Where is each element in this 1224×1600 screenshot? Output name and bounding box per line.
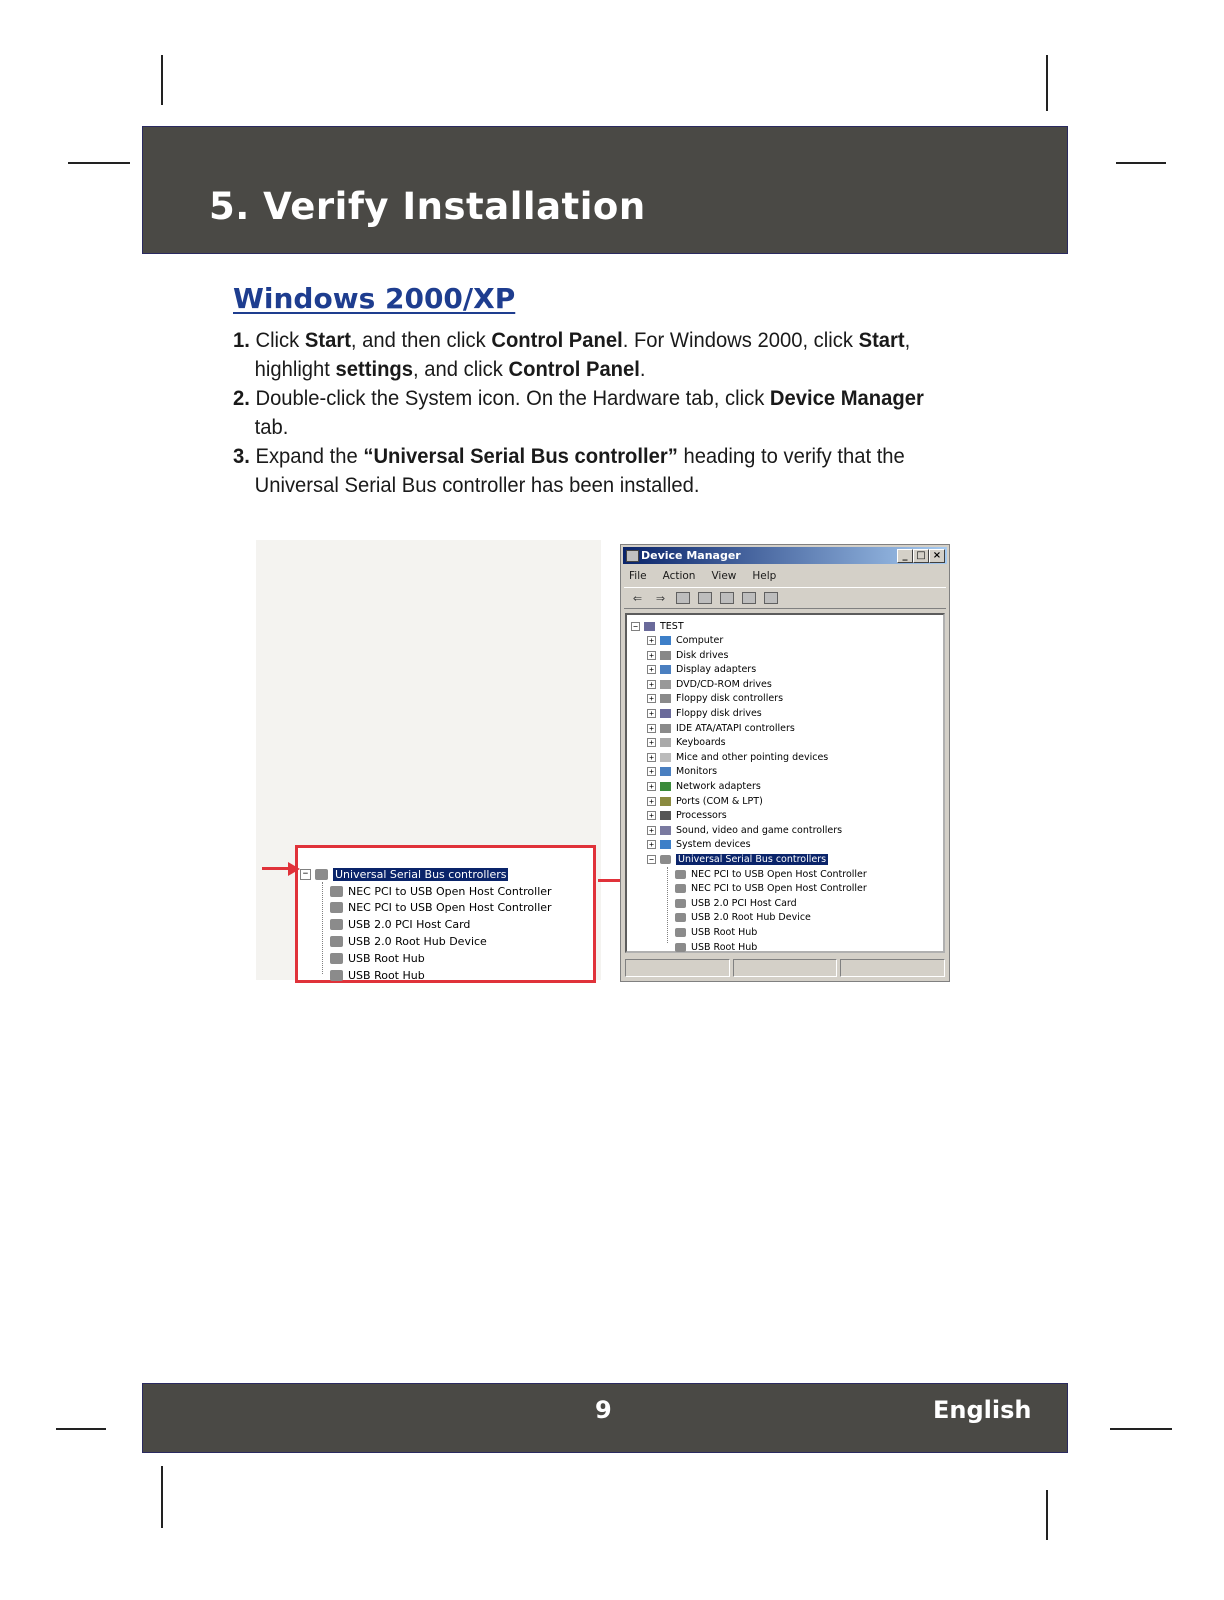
properties-icon[interactable] <box>698 592 712 604</box>
collapse-icon: − <box>631 622 640 631</box>
crop-mark <box>161 1466 163 1528</box>
crop-mark <box>56 1428 106 1430</box>
device-icon <box>660 709 671 718</box>
step-item <box>233 326 929 384</box>
device-icon <box>330 953 343 964</box>
device-icon <box>675 884 686 893</box>
tree-usb-item[interactable] <box>675 895 797 911</box>
menu-view[interactable]: View <box>711 570 737 582</box>
zoom-usb-item[interactable] <box>330 883 552 899</box>
crop-mark <box>68 162 130 164</box>
step-emphasis: Control Panel <box>491 328 623 352</box>
collapse-icon: − <box>647 855 656 864</box>
language-label: English <box>933 1396 1032 1424</box>
arrow-right-icon <box>288 862 300 876</box>
crop-mark <box>1046 55 1048 111</box>
tree-usb-item[interactable] <box>675 924 757 940</box>
tree-label: NEC PCI to USB Open Host Controller <box>691 883 867 895</box>
tree-usb-item[interactable] <box>675 881 867 897</box>
expand-icon[interactable]: + <box>647 636 656 645</box>
section-title: Windows 2000/XP <box>233 282 516 315</box>
device-icon <box>330 886 343 897</box>
tree-category[interactable] <box>647 793 763 809</box>
device-icon <box>675 913 686 922</box>
tree-label: USB Root Hub <box>691 941 758 953</box>
expand-icon[interactable]: + <box>647 680 656 689</box>
tree-label: NEC PCI to USB Open Host Controller <box>348 901 552 915</box>
header-band <box>142 126 1068 254</box>
expand-icon[interactable]: + <box>647 826 656 835</box>
close-button[interactable]: × <box>929 549 945 563</box>
step-number: 3. <box>233 444 256 468</box>
root-label: TEST <box>660 620 684 632</box>
help-icon[interactable] <box>742 592 756 604</box>
tree-connector <box>667 867 668 943</box>
menu-file[interactable]: File <box>629 570 647 582</box>
device-icon <box>330 919 343 930</box>
device-icon <box>660 651 671 660</box>
tree-label: USB 2.0 Root Hub Device <box>348 934 487 948</box>
expand-icon[interactable]: + <box>647 782 656 791</box>
tree-label: Sound, video and game controllers <box>676 824 843 836</box>
step-emphasis: Device Manager <box>769 386 924 410</box>
tree-label: Processors <box>676 810 727 822</box>
tree-label: USB 2.0 PCI Host Card <box>348 918 471 932</box>
tree-category[interactable] <box>647 633 723 649</box>
zoom-usb-item[interactable] <box>330 900 552 916</box>
tree-label: USB Root Hub <box>348 968 425 982</box>
expand-icon[interactable]: + <box>647 694 656 703</box>
device-icon <box>675 870 686 879</box>
step-text: , and then click <box>350 328 492 352</box>
device-icon <box>660 811 671 820</box>
step-text: . For Windows 2000, click <box>622 328 859 352</box>
step-text: heading to verify that the Universal Serial Bus controller has been installed. <box>254 444 905 497</box>
tree-label: System devices <box>676 839 751 851</box>
tree-category[interactable] <box>647 808 727 824</box>
device-icon <box>660 840 671 849</box>
expand-icon[interactable]: + <box>647 651 656 660</box>
tree-usb-item[interactable] <box>675 910 811 926</box>
tree-label: Display adapters <box>676 664 757 676</box>
tree-usb-heading[interactable] <box>647 851 828 867</box>
step-emphasis: Start <box>858 328 905 352</box>
tree-label: Disk drives <box>676 649 729 661</box>
tree-category[interactable] <box>647 691 783 707</box>
menu-action[interactable]: Action <box>662 570 696 582</box>
device-icon <box>660 753 671 762</box>
tree-label: Computer <box>676 635 724 646</box>
device-icon <box>660 826 671 835</box>
status-pane <box>733 959 838 977</box>
step-emphasis: settings <box>335 357 414 381</box>
instruction-list <box>233 326 929 500</box>
device-icon <box>660 738 671 747</box>
device-icon <box>660 665 671 674</box>
step-text: tab. <box>254 415 289 439</box>
scan-hardware-icon[interactable] <box>764 592 778 604</box>
usb-icon <box>315 869 328 880</box>
zoom-usb-item[interactable] <box>330 917 470 933</box>
tree-connector <box>322 882 323 974</box>
tree-label: USB Root Hub <box>691 926 758 938</box>
page-number: 9 <box>595 1396 612 1424</box>
zoom-usb-item[interactable] <box>330 950 425 966</box>
device-tree <box>625 613 945 953</box>
device-icon <box>330 902 343 913</box>
device-icon <box>675 943 686 952</box>
footer-band <box>142 1383 1068 1453</box>
expand-icon[interactable]: + <box>647 811 656 820</box>
back-arrow-icon[interactable]: ⇐ <box>632 591 643 605</box>
tree-label: Monitors <box>676 766 718 778</box>
collapse-icon: − <box>300 869 311 880</box>
tree-category[interactable] <box>647 647 728 663</box>
page-title: 5. Verify Installation <box>209 185 646 228</box>
device-manager-window <box>620 544 950 982</box>
device-icon <box>660 694 671 703</box>
crop-mark <box>1046 1490 1048 1540</box>
tree-category[interactable] <box>647 749 828 765</box>
window-title: Device Manager <box>641 549 741 562</box>
step-number: 1. <box>233 328 256 352</box>
device-icon <box>660 782 671 791</box>
crop-mark <box>161 55 163 105</box>
zoom-row-usb-heading <box>300 866 508 882</box>
tree-label: USB 2.0 PCI Host Card <box>691 897 797 909</box>
step-text: Double-click the System icon. On the Hardware tab, click <box>255 386 770 410</box>
step-text: , and click <box>413 357 509 381</box>
step-text: , highlight <box>254 328 911 381</box>
device-icon <box>660 636 671 645</box>
device-icon <box>660 724 671 733</box>
device-icon <box>330 936 343 947</box>
minimize-button[interactable]: _ <box>897 549 913 563</box>
status-pane <box>840 959 945 977</box>
tree-category[interactable] <box>647 779 761 795</box>
tree-label: Network adapters <box>676 781 761 792</box>
tree-usb-item[interactable] <box>675 939 757 955</box>
device-icon <box>660 680 671 689</box>
expand-icon[interactable]: + <box>647 709 656 718</box>
tree-label: Ports (COM & LPT) <box>676 795 763 807</box>
menu-help[interactable]: Help <box>752 570 777 582</box>
usb-heading-label: Universal Serial Bus controllers <box>678 853 827 865</box>
tree-category[interactable] <box>647 720 795 736</box>
step-number: 2. <box>233 386 256 410</box>
tree-usb-item[interactable] <box>675 866 867 882</box>
computer-icon <box>644 622 655 631</box>
step-item <box>233 384 929 442</box>
expand-icon[interactable]: + <box>647 767 656 776</box>
tree-category[interactable] <box>647 764 717 780</box>
tree-label: NEC PCI to USB Open Host Controller <box>691 868 867 880</box>
tree-label: DVD/CD-ROM drives <box>676 678 772 690</box>
step-emphasis: Start <box>304 328 351 352</box>
status-pane <box>625 959 730 977</box>
tree-label: NEC PCI to USB Open Host Controller <box>348 884 552 898</box>
tree-category[interactable] <box>647 822 842 838</box>
tree-category[interactable] <box>647 706 762 722</box>
expand-icon[interactable]: + <box>647 665 656 674</box>
tree-label: Mice and other pointing devices <box>676 751 829 763</box>
device-manager-icon <box>626 550 639 562</box>
zoom-usb-item[interactable] <box>330 967 425 983</box>
toolbar <box>624 587 946 609</box>
step-text: . <box>639 357 646 381</box>
device-icon <box>675 899 686 908</box>
status-bar <box>625 959 945 977</box>
tree-label: IDE ATA/ATAPI controllers <box>676 722 795 734</box>
tree-category[interactable] <box>647 676 772 692</box>
zoom-usb-item[interactable] <box>330 933 487 949</box>
zoom-usb-heading: Universal Serial Bus controllers <box>335 867 507 881</box>
crop-mark <box>1110 1428 1172 1430</box>
device-icon <box>660 767 671 776</box>
expand-icon[interactable]: + <box>647 724 656 733</box>
print-icon[interactable] <box>720 592 734 604</box>
tree-label: Floppy disk controllers <box>676 693 784 705</box>
expand-icon[interactable]: + <box>647 840 656 849</box>
step-emphasis: Control Panel <box>508 357 640 381</box>
crop-mark <box>1116 162 1166 164</box>
menu-bar <box>625 567 776 585</box>
step-text: Expand the <box>255 444 364 468</box>
tree-label: USB Root Hub <box>348 951 425 965</box>
device-icon <box>330 970 343 981</box>
tree-category[interactable] <box>647 662 756 678</box>
tree-label: USB 2.0 Root Hub Device <box>691 912 811 924</box>
window-titlebar[interactable] <box>623 547 947 564</box>
expand-icon[interactable]: + <box>647 738 656 747</box>
expand-icon[interactable]: + <box>647 753 656 762</box>
view-icon[interactable] <box>676 592 690 604</box>
device-icon <box>660 797 671 806</box>
step-emphasis: “Universal Serial Bus controller” <box>363 444 678 468</box>
tree-label: Floppy disk drives <box>676 708 762 719</box>
tree-category[interactable] <box>647 735 726 751</box>
step-text: Click <box>255 328 305 352</box>
forward-arrow-icon[interactable]: ⇒ <box>655 591 666 605</box>
step-item <box>233 442 929 500</box>
device-icon <box>675 928 686 937</box>
expand-icon[interactable]: + <box>647 797 656 806</box>
maximize-button[interactable]: □ <box>913 549 929 563</box>
tree-label: Keyboards <box>676 737 726 749</box>
usb-icon <box>660 855 671 864</box>
